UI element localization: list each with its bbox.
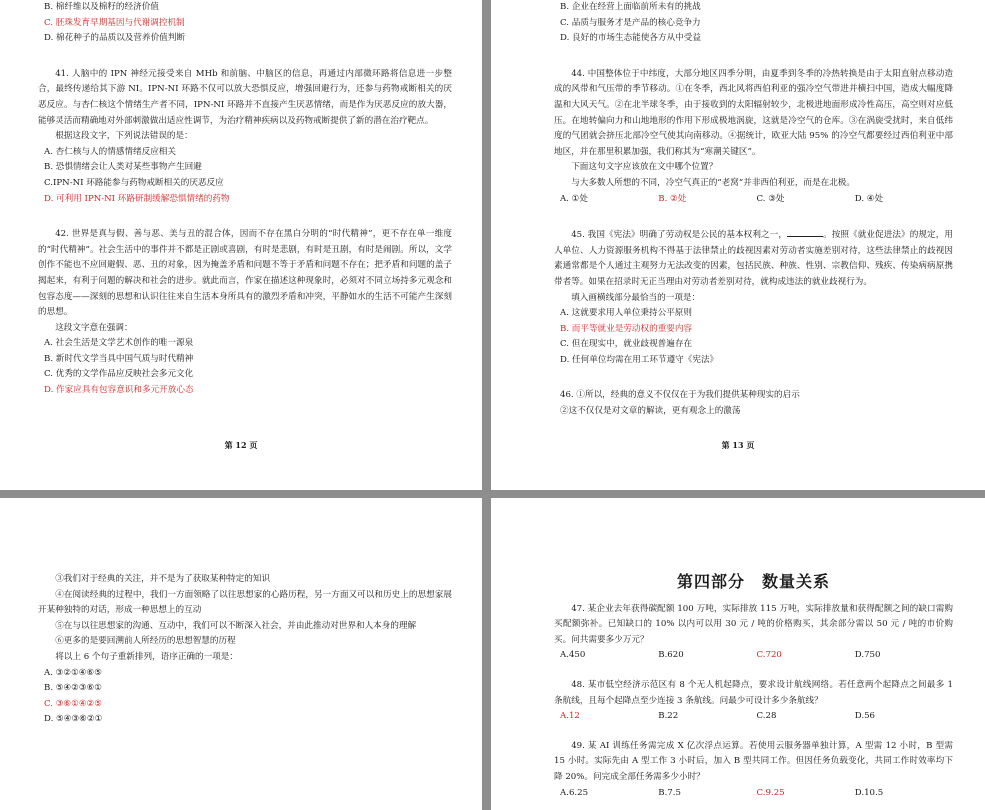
choice: D. ④处: [854, 193, 884, 204]
page-number: 第 13 页: [721, 440, 755, 451]
question-45-prompt: 填入画横线部分最恰当的一项是：: [571, 292, 701, 303]
page-15: [491, 498, 985, 810]
option: B. ⑤④②③⑥①: [44, 683, 103, 694]
choice: B.620: [658, 650, 684, 661]
question-44: 44. 中国整体位于中纬度，大部分地区四季分明，由夏季到冬季的冷热转换是由于太阳直射点移动造成的风带和气压带的季节移动。①在冬季，西北风将西伯利亚的强冷空气带进并横扫中国，造成大幅度降温和大风天气。②在北半球冬季，由于接收到的太阳辐射较少，北极进地面形成冷性高压，高空则对应低压。在地转偏向力和山地地形的作用下形成极地涡旋，这就是冷空气的仓库。③在涡旋受扰时，来自低纬度的气团就会挤压北部冷空气使其向南移动。④据统计，欧亚大陆 95% 的冷空气都要经过西伯利亚中部地区，并在那里积累加强，我们称其为“寒潮关键区”。: [554, 68, 953, 157]
question-46-line: ②这不仅仅是对文章的解读，更有观念上的激荡: [560, 406, 741, 417]
option-answer: D. 作家应具有包容意识和多元开放心态: [44, 385, 194, 396]
option: A. 这就要求用人单位秉持公平原则: [560, 308, 692, 319]
choice: B.22: [658, 711, 679, 722]
question-49: 49. 某 AI 训练任务需完成 X 亿次浮点运算。若使用云服务器单独计算，A 型需 12 小时，B 型需 15 小时。实际先由 A 型工作 3 小时后，加入 B 型共同工作。但因任务负载变化，共同工作时效率均下降 20%。问完成全部任务需多少小时？: [554, 740, 953, 782]
option-answer: B. 而平等就业是劳动权的重要内容: [560, 323, 693, 334]
option: D. 良好的市场生态能使各方从中受益: [560, 33, 701, 44]
choice-answer: A.12: [560, 711, 580, 722]
choice: B.7.5: [658, 787, 681, 798]
option-answer: C. ③⑥①④②⑤: [44, 698, 102, 709]
sentence-line: ③我们对于经典的关注，并不是为了获取某种特定的知识: [55, 574, 271, 584]
option: A. ③②①④⑥⑤: [44, 667, 102, 678]
question-42: 42. 世界是真与假、善与恶、美与丑的混合体，因而不存在黑白分明的“时代精神”，更不存在单一维度的“时代精神”。社会生活中的事件并不都是正剧或喜剧，有时是悲剧，有时是丑剧，有时是闹剧。所以，文学创作不能也不应回避假、恶、丑的对象，因为掩盖矛盾和问题不等于矛盾和问题不存在；把矛盾和问题的盖子揭起来，有利于问题的解决和社会的进步。就此而言，作家在描述这种现象时，必须对不同立场持多元观念和包容态度——深刻的思想和认识往往来自生活本身所具有的激烈矛盾和冲突，平静如水的生活不可能产生深刻的思想。: [38, 229, 452, 318]
choice-answer: C.720: [756, 650, 782, 661]
sentence-line: ⑤在与以往思想家的沟通、互动中，我们可以不断深入社会，并由此推动对世界和人本身的理解: [55, 620, 417, 631]
choice: A.6.25: [560, 787, 589, 798]
option-answer: D. 可利用 IPN-NI 环路研制缓解恐惧情绪的药物: [44, 193, 230, 204]
option: B. 新时代文学当具中国气质与时代精神: [44, 353, 194, 364]
page-number: 第 12 页: [224, 440, 258, 451]
option: B. 企业在经营上面临前所未有的挑战: [560, 2, 701, 12]
question-45-before: 45. 我国《宪法》明确了劳动权是公民的基本权利之一，: [571, 230, 787, 241]
option: B. 恐惧情绪会让人类对某些事物产生回避: [44, 162, 202, 173]
choice: D.750: [854, 650, 881, 661]
choice: A. ①处: [560, 193, 588, 204]
question-47: 47. 某企业去年获得碳配额 100 万吨，实际排放 115 万吨，实际排放量和获得配额之间的缺口需购买配额弥补。已知缺口的 10% 以内可以用 30 元 / 吨的价格购买，其余部分需以 50 元 / 吨的市价购买。问共需要多少万元？: [554, 603, 953, 645]
fill-blank-line: [787, 227, 823, 237]
choice-answer: C.9.25: [756, 787, 785, 798]
question-44-choices: [554, 192, 953, 208]
option: A. 社会生活是文学艺术创作的唯一源泉: [44, 338, 194, 349]
question-46-line: 46. ①所以，经典的意义不仅仅在于为我们提供某种现实的启示: [560, 390, 800, 401]
page-13: [491, 0, 985, 490]
option: A. 杏仁核与人的情感情绪反应相关: [44, 146, 176, 157]
page-14: [0, 498, 482, 810]
question-49-choices: [554, 786, 953, 802]
option: D. 任何单位均需在用工环节遵守《宪法》: [560, 354, 719, 365]
question-44-quote: 与大多数人所想的不同，冷空气真正的“老窝”并非西伯利亚，而是在北极。: [571, 177, 855, 188]
question-46-prompt: 将以上 6 个句子重新排列，语序正确的一项是：: [55, 651, 238, 662]
question-47-choices: [554, 648, 953, 664]
p13-top-options: [554, 0, 953, 47]
p12-top-options: [38, 0, 452, 47]
choice: C. ③处: [756, 193, 785, 204]
option: C. 品质与服务才是产品的核心竞争力: [560, 17, 701, 28]
option-answer: C. 胚珠发育早期基因与代谢调控机制: [44, 17, 185, 28]
choice: D.10.5: [854, 787, 884, 798]
choice: C.28: [756, 711, 777, 722]
choice: A.450: [560, 650, 586, 661]
question-48: 48. 某市低空经济示范区有 8 个无人机起降点，要求设计航线网络。若任意两个起降点之间最多 1 条航线，且每个起降点至少连接 3 条航线。问最少可设计多少条航线？: [554, 679, 953, 706]
question-45-after: 。按照《就业促进法》的规定，用人单位、人力资源服务机构不得基于法律禁止的歧视因素对劳动者实施差别对待，这些法律禁止的歧视因素通常都是个人通过主观努力无法改变的因素，包括民族、种族、性别、宗教信仰、残疾、传染病病原携带者等。如果在招录时无正当理由对劳动者差别对待，就构成违法的就业歧视行为。: [554, 230, 953, 287]
question-48-choices: [554, 709, 953, 725]
question-42-prompt: 这段文字意在强调：: [55, 322, 133, 333]
question-41: 41. 人脑中的 IPN 神经元接受来自 MHb 和前脑、中脑区的信息，再通过内部微环路将信息进一步整合，最终传递给其下游 NI。IPN-NI 环路不仅可以放大恐惧反应，增强回避行为，还参与药物戒断相关的厌恶反应。与杏仁核这个情绪生产者不同，IPN-NI 环路并不直接产生厌恶情绪，而是作为厌恶反应的放大器，能够灵活而精确地对外部刺激做出适应性调节，为治疗精神疾病以及药物戒断提供了新的潜在治疗靶点。: [38, 68, 452, 126]
question-45: [554, 227, 953, 290]
choice: D.56: [854, 711, 876, 722]
page-12: [0, 0, 482, 490]
option: D. ⑤④③⑥②①: [44, 714, 103, 725]
option: C.IPN-NI 环路能参与药物戒断相关的厌恶反应: [44, 177, 224, 188]
sentence-line: ④在阅读经典的过程中，我们一方面领略了以往思想家的心路历程，另一方面又可以和历史上的思想家展开某种独特的对话，形成一种思想上的互动: [38, 589, 452, 616]
option: C. 但在现实中，就业歧视普遍存在: [560, 339, 693, 350]
option: D. 棉花种子的品质以及营养价值判断: [44, 33, 185, 44]
section-title: 第四部分 数量关系: [676, 572, 830, 591]
choice-answer: B. ②处: [658, 193, 687, 204]
question-44-prompt: 下面这句文字应该放在文中哪个位置？: [571, 162, 718, 173]
sentence-line: ⑥更多的是要回溯前人所经历的思想智慧的历程: [55, 636, 236, 647]
option: C. 优秀的文学作品应反映社会多元文化: [44, 369, 194, 380]
question-41-prompt: 根据这段文字，下列说法错误的是：: [55, 131, 193, 142]
option: B. 棉纤维以及棉籽的经济价值: [44, 2, 159, 12]
